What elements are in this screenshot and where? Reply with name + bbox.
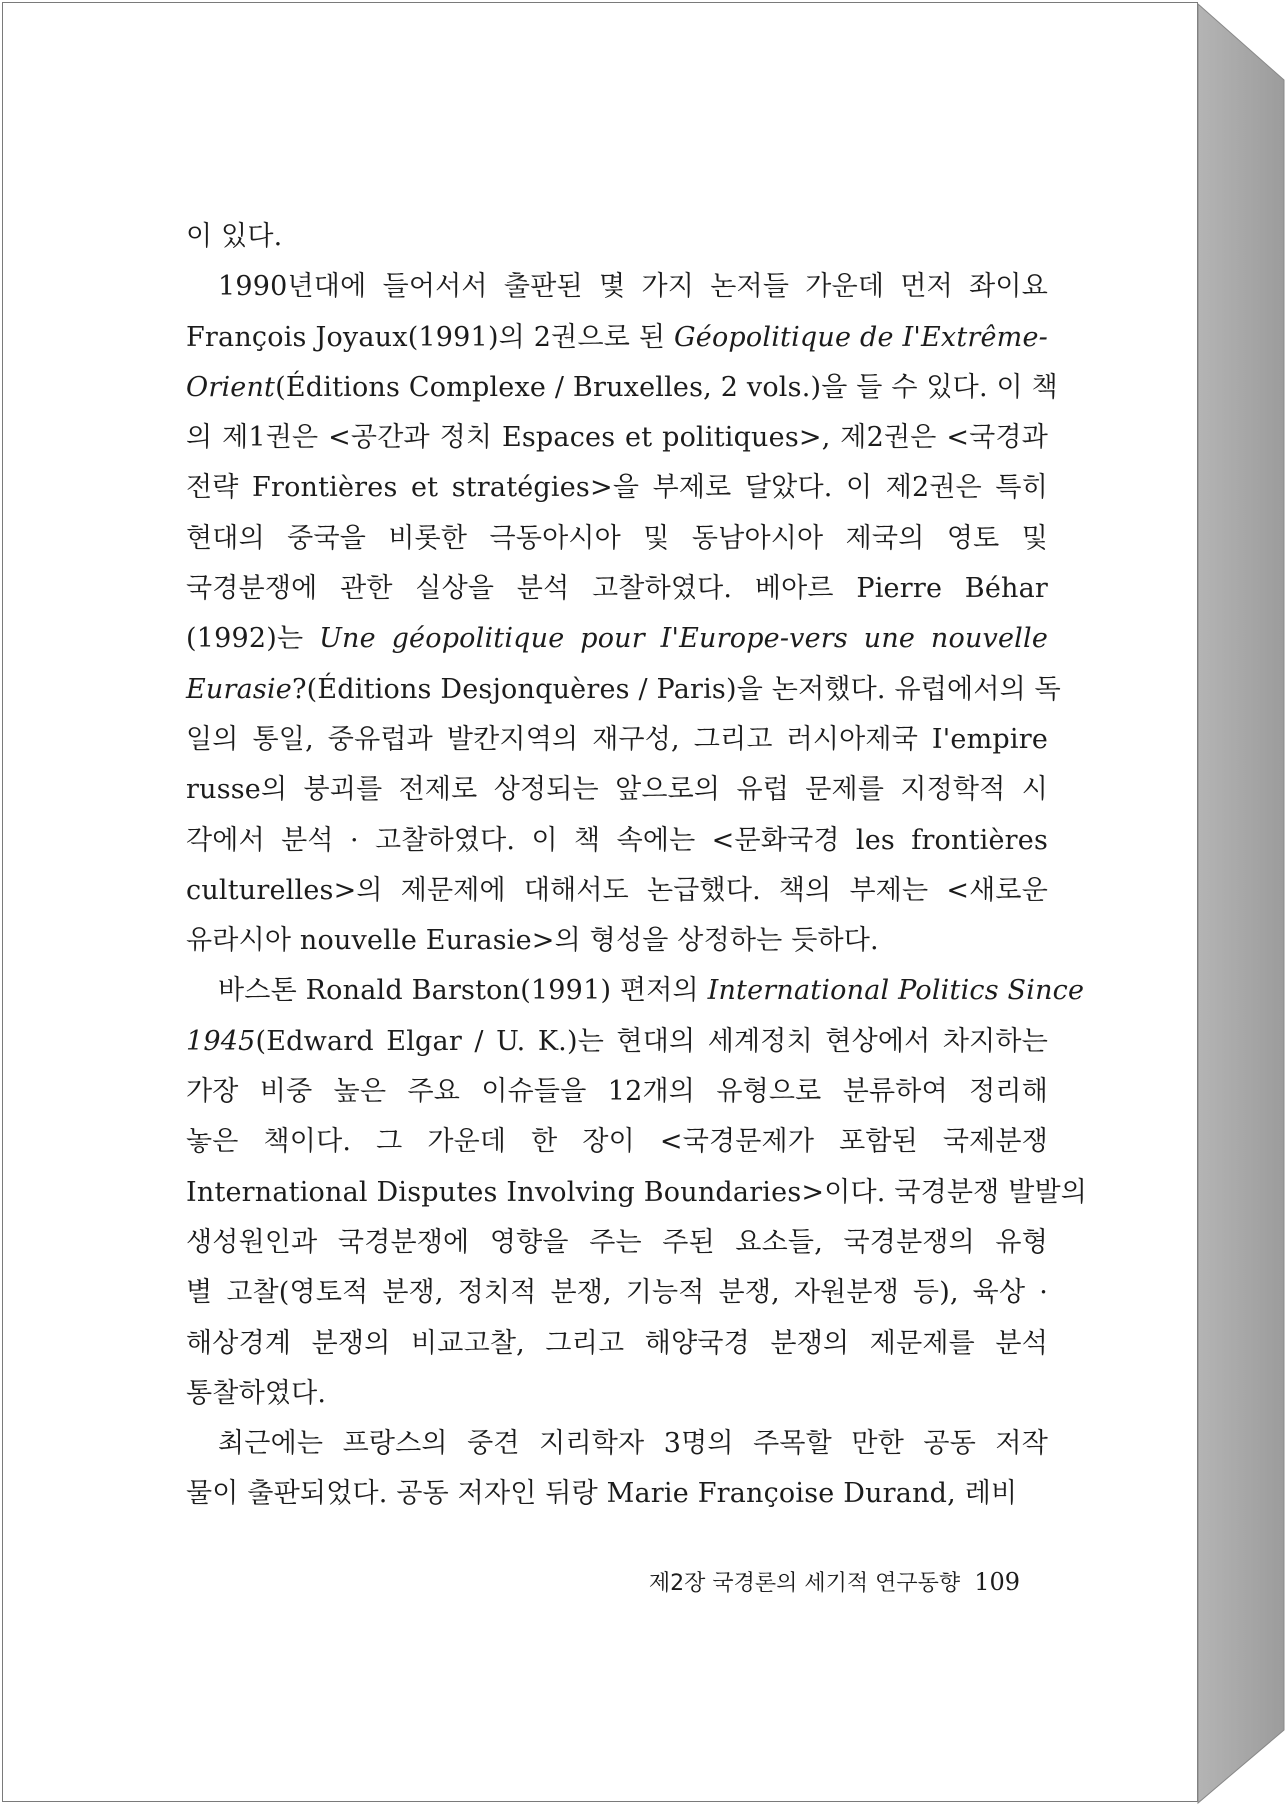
text-line xyxy=(186,1117,1048,1167)
text-line xyxy=(186,1469,1048,1519)
text-segment: 국경분쟁에 관한 실상을 분석 고찰하였다. 베아르 Pierre Béhar xyxy=(186,573,1048,605)
text-segment: 의 제1권은 <공간과 정치 Espaces et politiques>, 제2권은 <국경과 xyxy=(186,422,1048,454)
text-line xyxy=(186,1218,1048,1268)
text-segment: 놓은 책이다. 그 가운데 한 장이 <국경문제가 포함된 국제분쟁 xyxy=(186,1126,1048,1158)
page-number: 109 xyxy=(974,1568,1020,1596)
text-segment: 유라시아 nouvelle Eurasie>의 형성을 상정하는 듯하다. xyxy=(186,925,879,957)
text-segment: 생성원인과 국경분쟁에 영향을 주는 주된 요소들, 국경분쟁의 유형 xyxy=(186,1226,1048,1258)
text-segment: Orient xyxy=(186,371,276,403)
text-segment: François Joyaux(1991)의 2권으로 된 xyxy=(186,321,675,353)
text-segment: russe의 붕괴를 전제로 상정되는 앞으로의 유럽 문제를 지정학적 시 xyxy=(186,774,1048,806)
text-line xyxy=(186,463,1048,513)
text-segment: (Edward Elgar / U. K.)는 현대의 세계정치 현상에서 차지하는 xyxy=(255,1025,1048,1057)
text-segment: 전략 Frontières et stratégies>을 부제로 달았다. 이 제2권은 특히 xyxy=(186,472,1048,504)
text-segment: 해상경계 분쟁의 비교고찰, 그리고 해양국경 분쟁의 제문제를 분석 xyxy=(186,1327,1048,1359)
text-line xyxy=(186,1017,1048,1067)
text-segment: 최근에는 프랑스의 중견 지리학자 3명의 주목할 만한 공동 저작 xyxy=(218,1428,1048,1460)
text-segment: Eurasie xyxy=(186,673,292,705)
text-segment: Géopolitique de I'Extrême- xyxy=(674,321,1048,353)
text-line xyxy=(186,966,1085,1016)
text-line xyxy=(186,916,1048,966)
text-segment: 별 고찰(영토적 분쟁, 정치적 분쟁, 기능적 분쟁, 자원분쟁 등), 육상 · xyxy=(186,1277,1048,1309)
text-line xyxy=(186,715,1048,765)
text-segment: 통찰하였다. xyxy=(186,1377,327,1409)
text-segment: 이 있다. xyxy=(186,221,283,252)
text-line xyxy=(186,413,1048,463)
text-line xyxy=(186,212,1048,262)
text-line xyxy=(186,564,1048,614)
text-segment: ?(Éditions Desjonquères / Paris)을 논저했다. 유럽에서의 독 xyxy=(291,673,1061,705)
text-line xyxy=(186,313,1048,363)
text-segment: Une géopolitique pour I'Europe-vers une nouvelle xyxy=(319,623,1049,655)
text-line xyxy=(186,866,1048,916)
chapter-title: 제2장 국경론의 세기적 연구동향 xyxy=(648,1571,961,1596)
text-line xyxy=(186,363,1058,413)
text-line xyxy=(186,665,1061,715)
text-segment: (Éditions Complexe / Bruxelles, 2 vols.)을 들 수 있다. 이 책 xyxy=(275,371,1058,403)
text-segment: International Disputes Involving Boundaries>이다. 국경분쟁 발발의 xyxy=(186,1176,1088,1208)
text-segment: 바스톤 Ronald Barston(1991) 편저의 xyxy=(218,975,708,1007)
text-line xyxy=(186,1268,1048,1318)
text-segment: 1945 xyxy=(186,1025,256,1057)
text-line xyxy=(186,765,1048,815)
text-segment: International Politics Since xyxy=(707,975,1085,1007)
text-segment: 1990년대에 들어서서 출판된 몇 가지 논저들 가운데 먼저 좌이요 xyxy=(218,271,1048,303)
text-line xyxy=(186,1319,1048,1369)
text-segment: 일의 통일, 중유럽과 발칸지역의 재구성, 그리고 러시아제국 I'empire xyxy=(186,723,1048,755)
running-footer xyxy=(600,1566,1020,1597)
text-segment: 가장 비중 높은 주요 이슈들을 12개의 유형으로 분류하여 정리해 xyxy=(186,1076,1048,1108)
text-segment: 각에서 분석 · 고찰하였다. 이 책 속에는 <문화국경 les frontières xyxy=(186,824,1048,856)
text-segment: 현대의 중국을 비롯한 극동아시아 및 동남아시아 제국의 영토 및 xyxy=(186,522,1048,554)
text-line xyxy=(186,514,1048,564)
text-segment: (1992)는 xyxy=(186,623,320,655)
text-segment: culturelles>의 제문제에 대해서도 논급했다. 책의 부제는 <새로운 xyxy=(186,874,1048,906)
body-text xyxy=(186,212,1088,1520)
text-line xyxy=(186,614,1048,664)
text-line xyxy=(186,1369,1048,1419)
text-line xyxy=(186,1168,1088,1218)
text-line xyxy=(186,1067,1048,1117)
text-line xyxy=(186,1419,1048,1469)
text-line xyxy=(186,816,1048,866)
text-line xyxy=(186,262,1048,312)
text-segment: 물이 출판되었다. 공동 저자인 뒤랑 Marie Françoise Durand, 레비 xyxy=(186,1478,1018,1510)
